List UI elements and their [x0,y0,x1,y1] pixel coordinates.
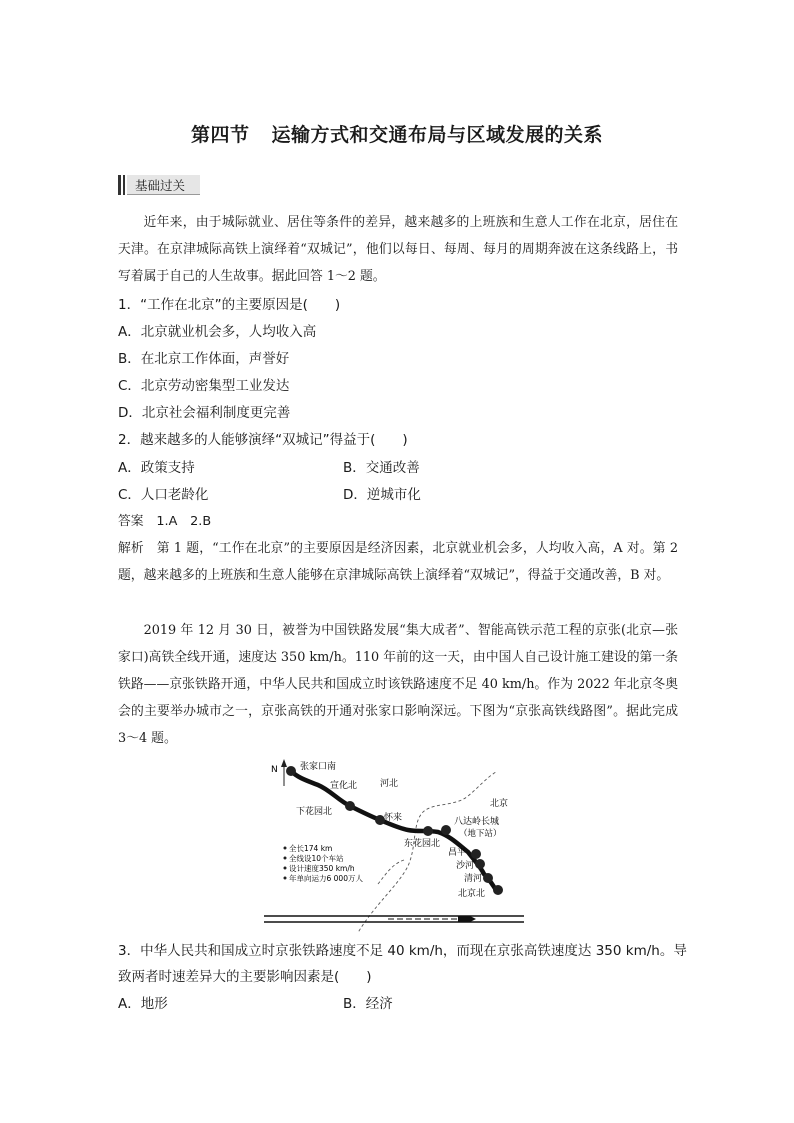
q2-option-b: B．交通改善 [343,460,420,476]
station-label: 张家口南 [300,762,337,772]
q3-option-b: B．经济 [343,996,393,1012]
station-label: 下花园北 [296,807,333,817]
station-label: 昌平 [448,848,467,858]
station-dot [475,859,485,869]
analysis: 解析 第 1 题，“工作在北京”的主要原因是经济因素，北京就业机会多，人均收入高，A 对。第 2 题，越来越多的上班族和生意人能够在京津城际高铁上演绎着“双城记”，得益于交通改善，B 对。 [118,541,678,583]
question-3-stem-line1: 3．中华人民共和国成立时京张铁路速度不足 40 km/h，而现在京张高铁速度达 350 km/h。导 [118,943,687,959]
station-dot [441,825,451,835]
question-2-stem: 2．越来越多的人能够演绎“双城记”得益于( ) [118,432,408,448]
railway-route-map [258,756,530,932]
page-title [0,120,794,147]
station-dot [483,873,493,883]
fact-item: 全线设10个车站 [289,854,344,863]
section-tag [118,175,200,195]
q2-option-c: C．人口老龄化 [118,487,209,503]
q2-option-a: A．政策支持 [118,460,195,476]
section-number: 第四节 [190,124,250,146]
boundary-branch [378,860,404,884]
region-label: 河北 [380,779,399,789]
passage-2: 2019 年 12 月 30 日，被誉为中国铁路发展“集大成者”、智能高铁示范工程的京张(北京—张家口)高铁全线开通，速度达 350 km/h。110 年前的这一天，由中国人自己设计施工建设的第一条铁路——京张铁路开通，中华人民共和国成立时该铁路速度不足 40 km/h。作为 2022 年北京冬奥会的主要举办城市之一，京张高铁的开通对张家口影响深远。下图为“京张高铁线路图”。据此完成 3～4 题。 [118,623,678,746]
region-label: 北京 [490,799,509,809]
question-1-stem: 1．“工作在北京”的主要原因是( ) [118,297,341,313]
station-label: 沙河 [456,861,475,871]
q1-option-a: A．北京就业机会多，人均收入高 [118,324,317,340]
q1-option-b: B．在北京工作体面，声誉好 [118,351,290,367]
station-dot [286,766,296,776]
north-arrowhead-icon [281,759,287,767]
q1-option-c: C．北京劳动密集型工业发达 [118,378,290,394]
north-label: N [271,765,278,775]
station-label: 北京北 [458,889,486,899]
q3-option-a: A．地形 [118,996,168,1012]
question-3-stem-line2: 致两者时速差异大的主要影响因素是( ) [118,969,372,985]
station-label: 东花园北 [404,839,441,849]
station-label: （地下站） [459,829,502,839]
passage-1: 近年来，由于城际就业、居住等条件的差异，越来越多的上班族和生意人工作在北京，居住在天津。在京津城际高铁上演绎着“双城记”，他们以每日、每周、每月的周期奔波在这条线路上，书写着属于自己的人生故事。据此回答 1～2 题。 [118,215,678,284]
section-tag-label: 基础过关 [135,178,186,193]
train-icon [458,916,476,922]
fact-item: 设计速度350 km/h [289,864,355,873]
station-label: 怀来 [384,813,403,823]
station-label: 宣化北 [330,781,358,791]
station-dot [471,849,481,859]
q2-option-d: D．逆城市化 [343,487,421,503]
answer-line: 答案 1.A 2.B [118,514,212,529]
station-dot [493,885,503,895]
q1-option-d: D．北京社会福利制度更完善 [118,405,291,421]
station-label: 八达岭长城 [454,817,500,827]
section-title: 运输方式和交通布局与区域发展的关系 [271,124,604,146]
fact-item: 年单向运力6 000万人 [289,874,363,883]
fact-item: 全长174 km [289,844,333,853]
station-dot [345,801,355,811]
station-dot [423,826,433,836]
station-label: 清河 [464,874,483,884]
